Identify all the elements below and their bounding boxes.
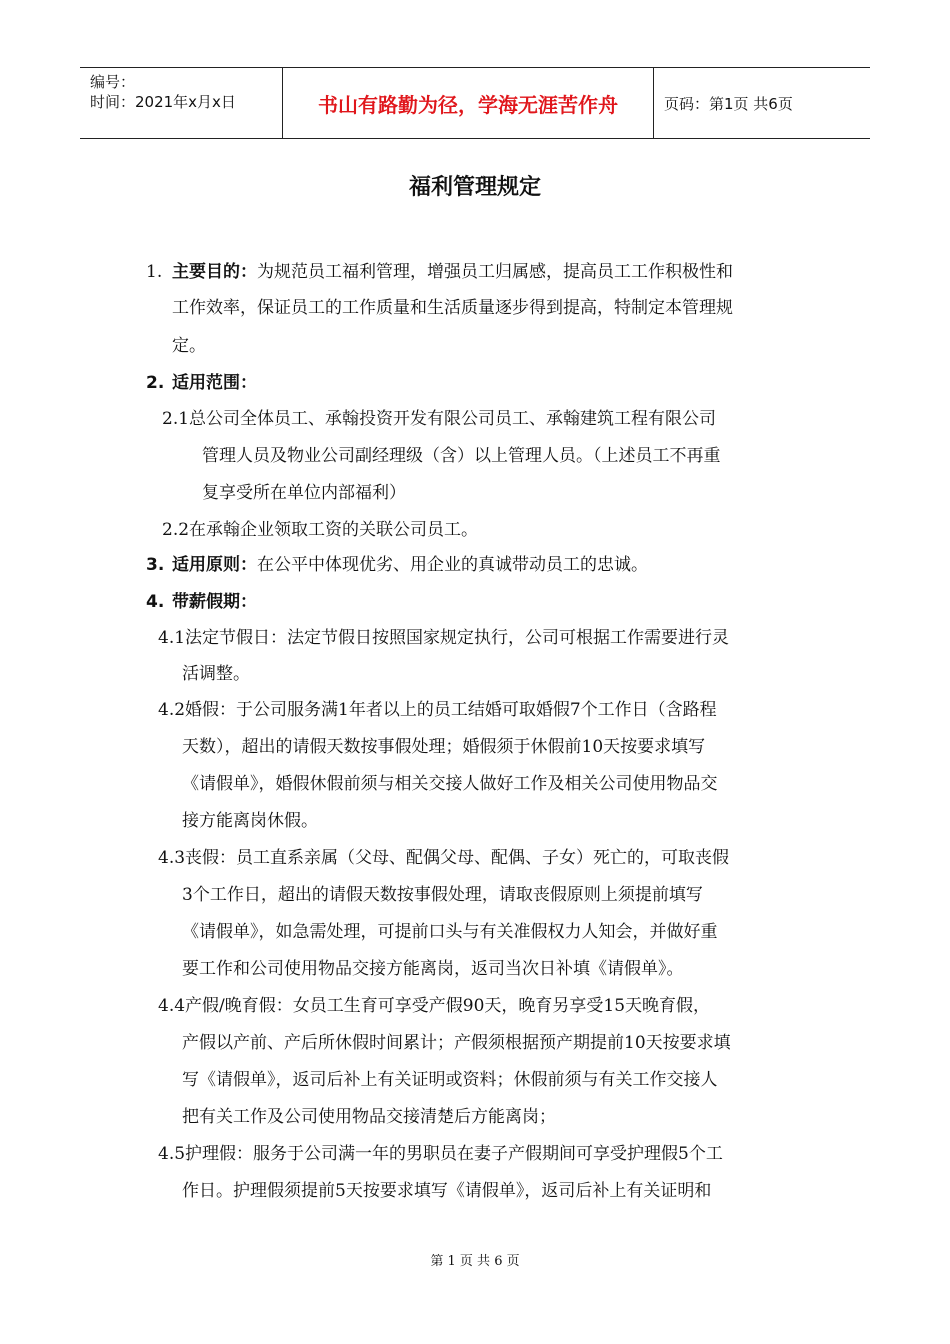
section-4-3-line-4: 要工作和公司使用物品交接方能离岗，返司当次日补填《请假单》。 bbox=[182, 959, 684, 979]
section-3-number: 3. bbox=[146, 555, 165, 575]
section-2-1-line-2: 管理人员及物业公司副经理级（含）以上管理人员。（上述员工不再重 bbox=[202, 446, 721, 466]
time-label: 时间：2021年x月x日 bbox=[90, 93, 236, 111]
section-4-4-line-1: 4.4产假/晚育假：女员工生育可享受产假90天，晚育另享受15天晚育假， bbox=[158, 996, 711, 1016]
section-2-1-line-3: 复享受所在单位内部福利） bbox=[202, 483, 406, 503]
section-4-label: 带薪假期： bbox=[172, 592, 257, 612]
section-4-2-line-3: 《请假单》，婚假休假前须与相关交接人做好工作及相关公司使用物品交 bbox=[182, 774, 718, 794]
section-4-3-line-2: 3个工作日，超出的请假天数按事假处理，请取丧假原则上须提前填写 bbox=[182, 885, 703, 905]
section-4-4-line-2: 产假以产前、产后所休假时间累计；产假须根据预产期提前10天按要求填 bbox=[182, 1033, 731, 1053]
header-info-cell bbox=[80, 68, 282, 138]
section-4-5-line-1: 4.5护理假：服务于公司满一年的男职员在妻子产假期间可享受护理假5个工 bbox=[158, 1144, 723, 1164]
section-4-3-line-3: 《请假单》，如急需处理，可提前口头与有关准假权力人知会，并做好重 bbox=[182, 922, 718, 942]
section-4-number: 4. bbox=[146, 592, 165, 612]
section-2-number: 2. bbox=[146, 373, 165, 393]
section-4-5-line-2: 作日。护理假须提前5天按要求填写《请假单》，返司后补上有关证明和 bbox=[182, 1181, 712, 1201]
section-3-line bbox=[172, 555, 648, 575]
section-2-1-line-1: 2.1总公司全体员工、承翰投资开发有限公司员工、承翰建筑工程有限公司 bbox=[162, 409, 717, 429]
section-4-3-line-1: 4.3丧假：员工直系亲属（父母、配偶父母、配偶、子女）死亡的，可取丧假 bbox=[158, 848, 730, 868]
section-2-label: 适用范围： bbox=[172, 373, 257, 393]
section-4-4-line-4: 把有关工作及公司使用物品交接清楚后方能离岗； bbox=[182, 1107, 556, 1127]
section-4-1-line-1: 4.1法定节假日：法定节假日按照国家规定执行，公司可根据工作需要进行灵 bbox=[158, 628, 730, 648]
section-1-line-1 bbox=[172, 262, 733, 282]
section-3-text: 在公平中体现优劣、用企业的真诚带动员工的忠诚。 bbox=[257, 555, 648, 575]
section-4-2-line-4: 接方能离岗休假。 bbox=[182, 811, 318, 831]
section-3-label: 适用原则： bbox=[172, 555, 257, 575]
number-label: 编号： bbox=[90, 73, 136, 91]
section-1-number: 1. bbox=[146, 262, 163, 282]
section-1-text-1: 为规范员工福利管理，增强员工归属感，提高员工工作积极性和 bbox=[257, 262, 733, 282]
page-footer: 第 1 页 共 6 页 bbox=[430, 1254, 520, 1269]
page-number-label: 页码：第1页 共6页 bbox=[664, 94, 793, 113]
section-4-1-line-2: 活调整。 bbox=[182, 664, 250, 684]
section-2-2-line-1: 2.2在承翰企业领取工资的关联公司员工。 bbox=[162, 520, 479, 540]
header-table bbox=[80, 67, 870, 139]
section-4-2-line-2: 天数），超出的请假天数按事假处理；婚假须于休假前10天按要求填写 bbox=[182, 737, 706, 757]
section-1-line-2: 工作效率，保证员工的工作质量和生活质量逐步得到提高，特制定本管理规 bbox=[172, 298, 733, 318]
section-4-2-line-1: 4.2婚假：于公司服务满1年者以上的员工结婚可取婚假7个工作日（含路程 bbox=[158, 700, 717, 720]
document-title: 福利管理规定 bbox=[408, 175, 541, 200]
motto: 书山有路勤为径，学海无涯苦作舟 bbox=[282, 68, 654, 138]
section-1-label: 主要目的： bbox=[172, 262, 257, 282]
section-1-line-3: 定。 bbox=[172, 336, 206, 356]
section-4-4-line-3: 写《请假单》，返司后补上有关证明或资料；休假前须与有关工作交接人 bbox=[182, 1070, 718, 1090]
